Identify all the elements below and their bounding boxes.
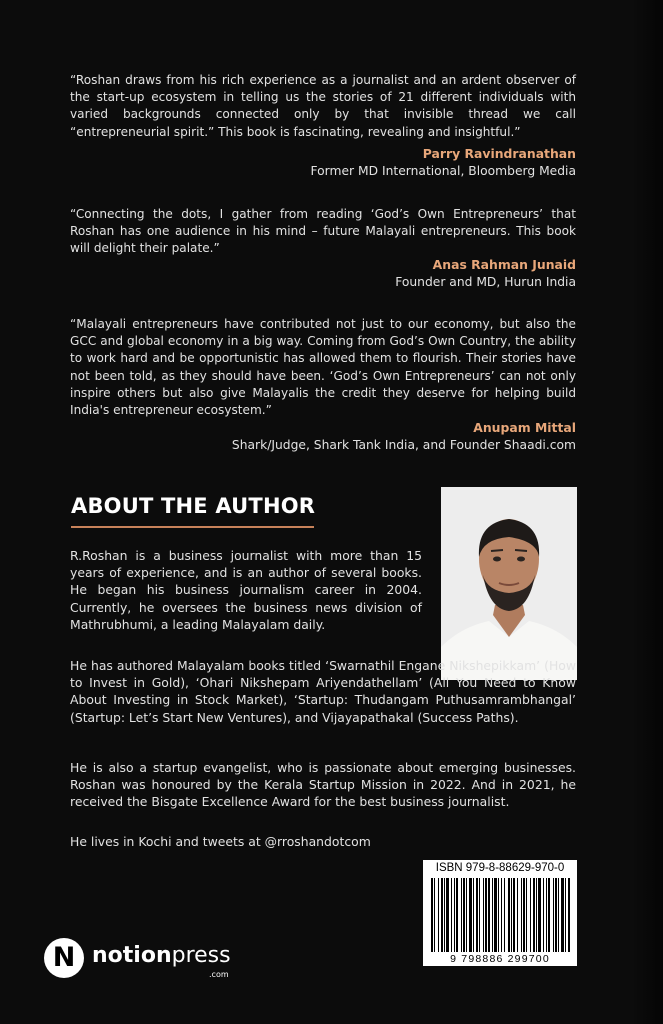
testimonial-title-1: Former MD International, Bloomberg Media: [310, 164, 576, 178]
isbn-barcode: [423, 860, 577, 966]
testimonial-name-1: Parry Ravindranathan: [422, 146, 576, 161]
bio-paragraph-2: He has authored Malayalam books titled ‘Swarnathil Engane Nikshepikkam’ (How to Invest in Gold), ‘Ohari Nikshepam Ariyendathellam’ (All You Need to Know About Investing in Stock Market), ‘Startup: Thudangam Puthusamrambhangal’ (Startup: Let’s Start New Ventures), and Vijayapathakal (Success Paths).: [70, 658, 576, 725]
testimonial-title-2: Founder and MD, Hurun India: [395, 275, 576, 289]
barcode-bar: [463, 878, 465, 952]
logo-wordmark-regular: press: [171, 943, 231, 968]
barcode-bar: [521, 878, 522, 952]
barcode-bar: [498, 878, 499, 952]
testimonial-title-3: Shark/Judge, Shark Tank India, and Founder Shaadi.com: [231, 438, 576, 452]
logo-wordmark: [92, 943, 231, 968]
barcode-bar: [543, 878, 544, 952]
barcode-bar: [530, 878, 531, 952]
barcode-bar: [553, 878, 554, 952]
barcode-bar: [494, 878, 497, 952]
author-photo: [441, 487, 577, 680]
barcode-bar: [461, 878, 462, 952]
barcode-bar: [446, 878, 449, 952]
about-heading: ABOUT THE AUTHOR: [71, 494, 316, 518]
barcode-bar: [476, 878, 478, 952]
barcode-bar: [501, 878, 502, 952]
barcode-bar: [538, 878, 541, 952]
barcode-bar: [454, 878, 455, 952]
spine-shadow: [631, 0, 663, 1024]
isbn-label: ISBN 979-8-88629-970-0: [435, 862, 565, 874]
bio-paragraph-3: He is also a startup evangelist, who is passionate about emerging businesses. Roshan was honoured by the Kerala Startup Mission in 2022. And in 2021, he received the Bisgate Excellence Award for the best business journalist.: [70, 760, 576, 810]
barcode-bar: [568, 878, 570, 952]
barcode-bar: [466, 878, 467, 952]
testimonial-name-2: Anas Rahman Junaid: [432, 257, 576, 272]
barcode-bar: [561, 878, 564, 952]
logo-domain: .com: [209, 970, 229, 979]
testimonial-quote-3: “Malayali entrepreneurs have contributed not just to our economy, but also the GCC and global economy in a big way. Coming from God’s Own Country, the ability to work hard and be opportunistic has allowed them to flourish. Their stories have not been told, as they should have been. ‘God’s Own Entrepreneurs’ can not only inspire others but also give Malayalis the credit they deserve for helping build India's entrepreneur ecosystem.”: [70, 317, 576, 418]
barcode-bar: [533, 878, 535, 952]
logo-letter: N: [52, 942, 76, 973]
ean-digits: 9 798886 299700: [450, 953, 550, 965]
barcode-bar: [492, 878, 493, 952]
barcode-bar: [485, 878, 487, 952]
bio-paragraph-4: He lives in Kochi and tweets at @rroshandotcom: [70, 834, 371, 849]
bio-paragraph-1: R.Roshan is a business journalist with more than 15 years of experience, and is an author of several books. He began his business journalism career in 2004. Currently, he oversees the business news division of Mathrubhumi, a leading Malayalam daily.: [70, 548, 422, 632]
logo-wordmark-bold: notion: [92, 943, 172, 968]
testimonial-quote-1: “Roshan draws from his rich experience as a journalist and an ardent observer of the start-up ecosystem in telling us the stories of 21 different individuals with varied backgrounds connected only by that invisible thread we call “entrepreneurial spirit.” This book is fascinating, revealing and insightful.”: [70, 73, 576, 139]
barcode-bar: [555, 878, 557, 952]
barcode-bar: [558, 878, 559, 952]
barcode-bar: [526, 878, 527, 952]
barcode-bar: [511, 878, 512, 952]
barcode-bar: [469, 878, 472, 952]
heading-underline: [71, 526, 314, 528]
barcode-bar: [508, 878, 510, 952]
barcode-bar: [565, 878, 566, 952]
barcode-bar: [438, 878, 439, 952]
barcode-bar: [548, 878, 550, 952]
barcode-bar: [456, 878, 458, 952]
barcode-bar: [479, 878, 480, 952]
barcode-bar: [536, 878, 537, 952]
barcode-bar: [483, 878, 484, 952]
testimonial-name-3: Anupam Mittal: [473, 420, 576, 435]
barcode-bar: [451, 878, 452, 952]
barcode-bar: [444, 878, 445, 952]
barcode-bar: [441, 878, 443, 952]
barcode-bar: [504, 878, 505, 952]
barcode-bar: [517, 878, 518, 952]
author-portrait-illustration: [441, 487, 577, 680]
barcode-bar: [473, 878, 474, 952]
testimonial-quote-2: “Connecting the dots, I gather from reading ‘God’s Own Entrepreneurs’ that Roshan has one audience in his mind – future Malayali entrepreneurs. This book will delight their palate.”: [70, 207, 576, 256]
publisher-logo: [44, 938, 254, 982]
barcode-bar: [546, 878, 547, 952]
barcode-bars: [423, 860, 577, 966]
barcode-bar: [434, 878, 435, 952]
barcode-bar: [523, 878, 525, 952]
barcode-bar: [513, 878, 515, 952]
barcode-bar: [488, 878, 490, 952]
barcode-bar: [431, 878, 433, 952]
